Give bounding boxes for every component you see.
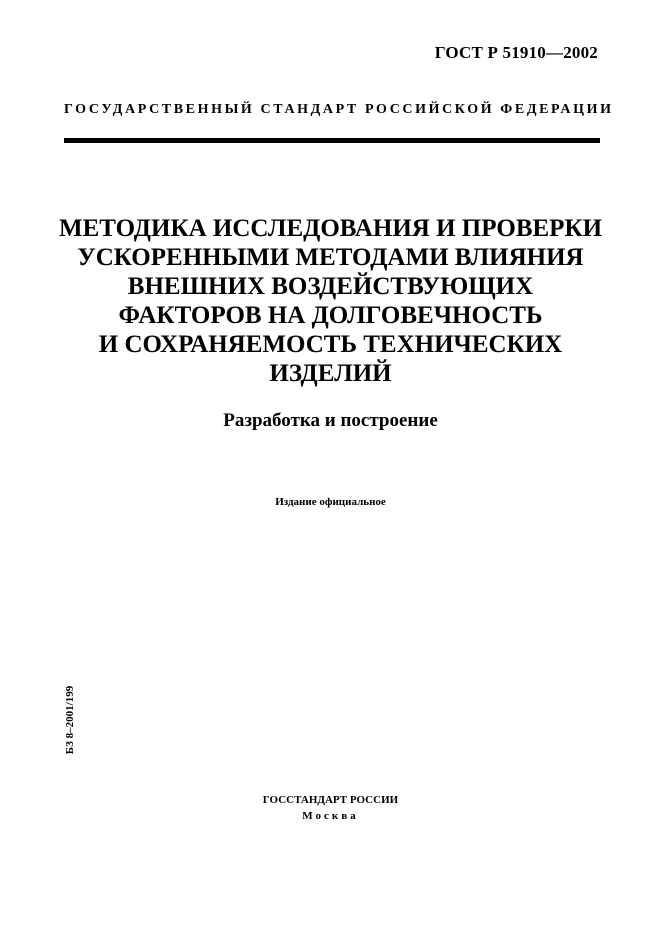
title-line: ФАКТОРОВ НА ДОЛГОВЕЧНОСТЬ	[118, 302, 543, 329]
side-code-text: БЗ 8–2001/199	[64, 685, 76, 755]
document-subtitle: Разработка и построение	[223, 410, 438, 431]
document-title	[40, 214, 621, 388]
edition-note: Издание официальное	[275, 496, 386, 508]
title-line: И СОХРАНЯЕМОСТЬ ТЕХНИЧЕСКИХ	[98, 331, 563, 358]
heading-divider	[64, 138, 600, 143]
title-line: МЕТОДИКА ИССЛЕДОВАНИЯ И ПРОВЕРКИ	[58, 215, 603, 242]
title-line: ИЗДЕЛИЙ	[269, 360, 392, 387]
publication-city: Москва	[302, 810, 359, 822]
state-standard-heading: ГОСУДАРСТВЕННЫЙ СТАНДАРТ РОССИЙСКОЙ ФЕДЕРАЦИИ	[64, 102, 614, 117]
title-line: УСКОРЕННЫМИ МЕТОДАМИ ВЛИЯНИЯ	[77, 244, 584, 271]
publisher: ГОССТАНДАРТ РОССИИ	[262, 794, 399, 806]
title-line: ВНЕШНИХ ВОЗДЕЙСТВУЮЩИХ	[127, 273, 534, 300]
standard-number: ГОСТ Р 51910—2002	[434, 43, 598, 62]
